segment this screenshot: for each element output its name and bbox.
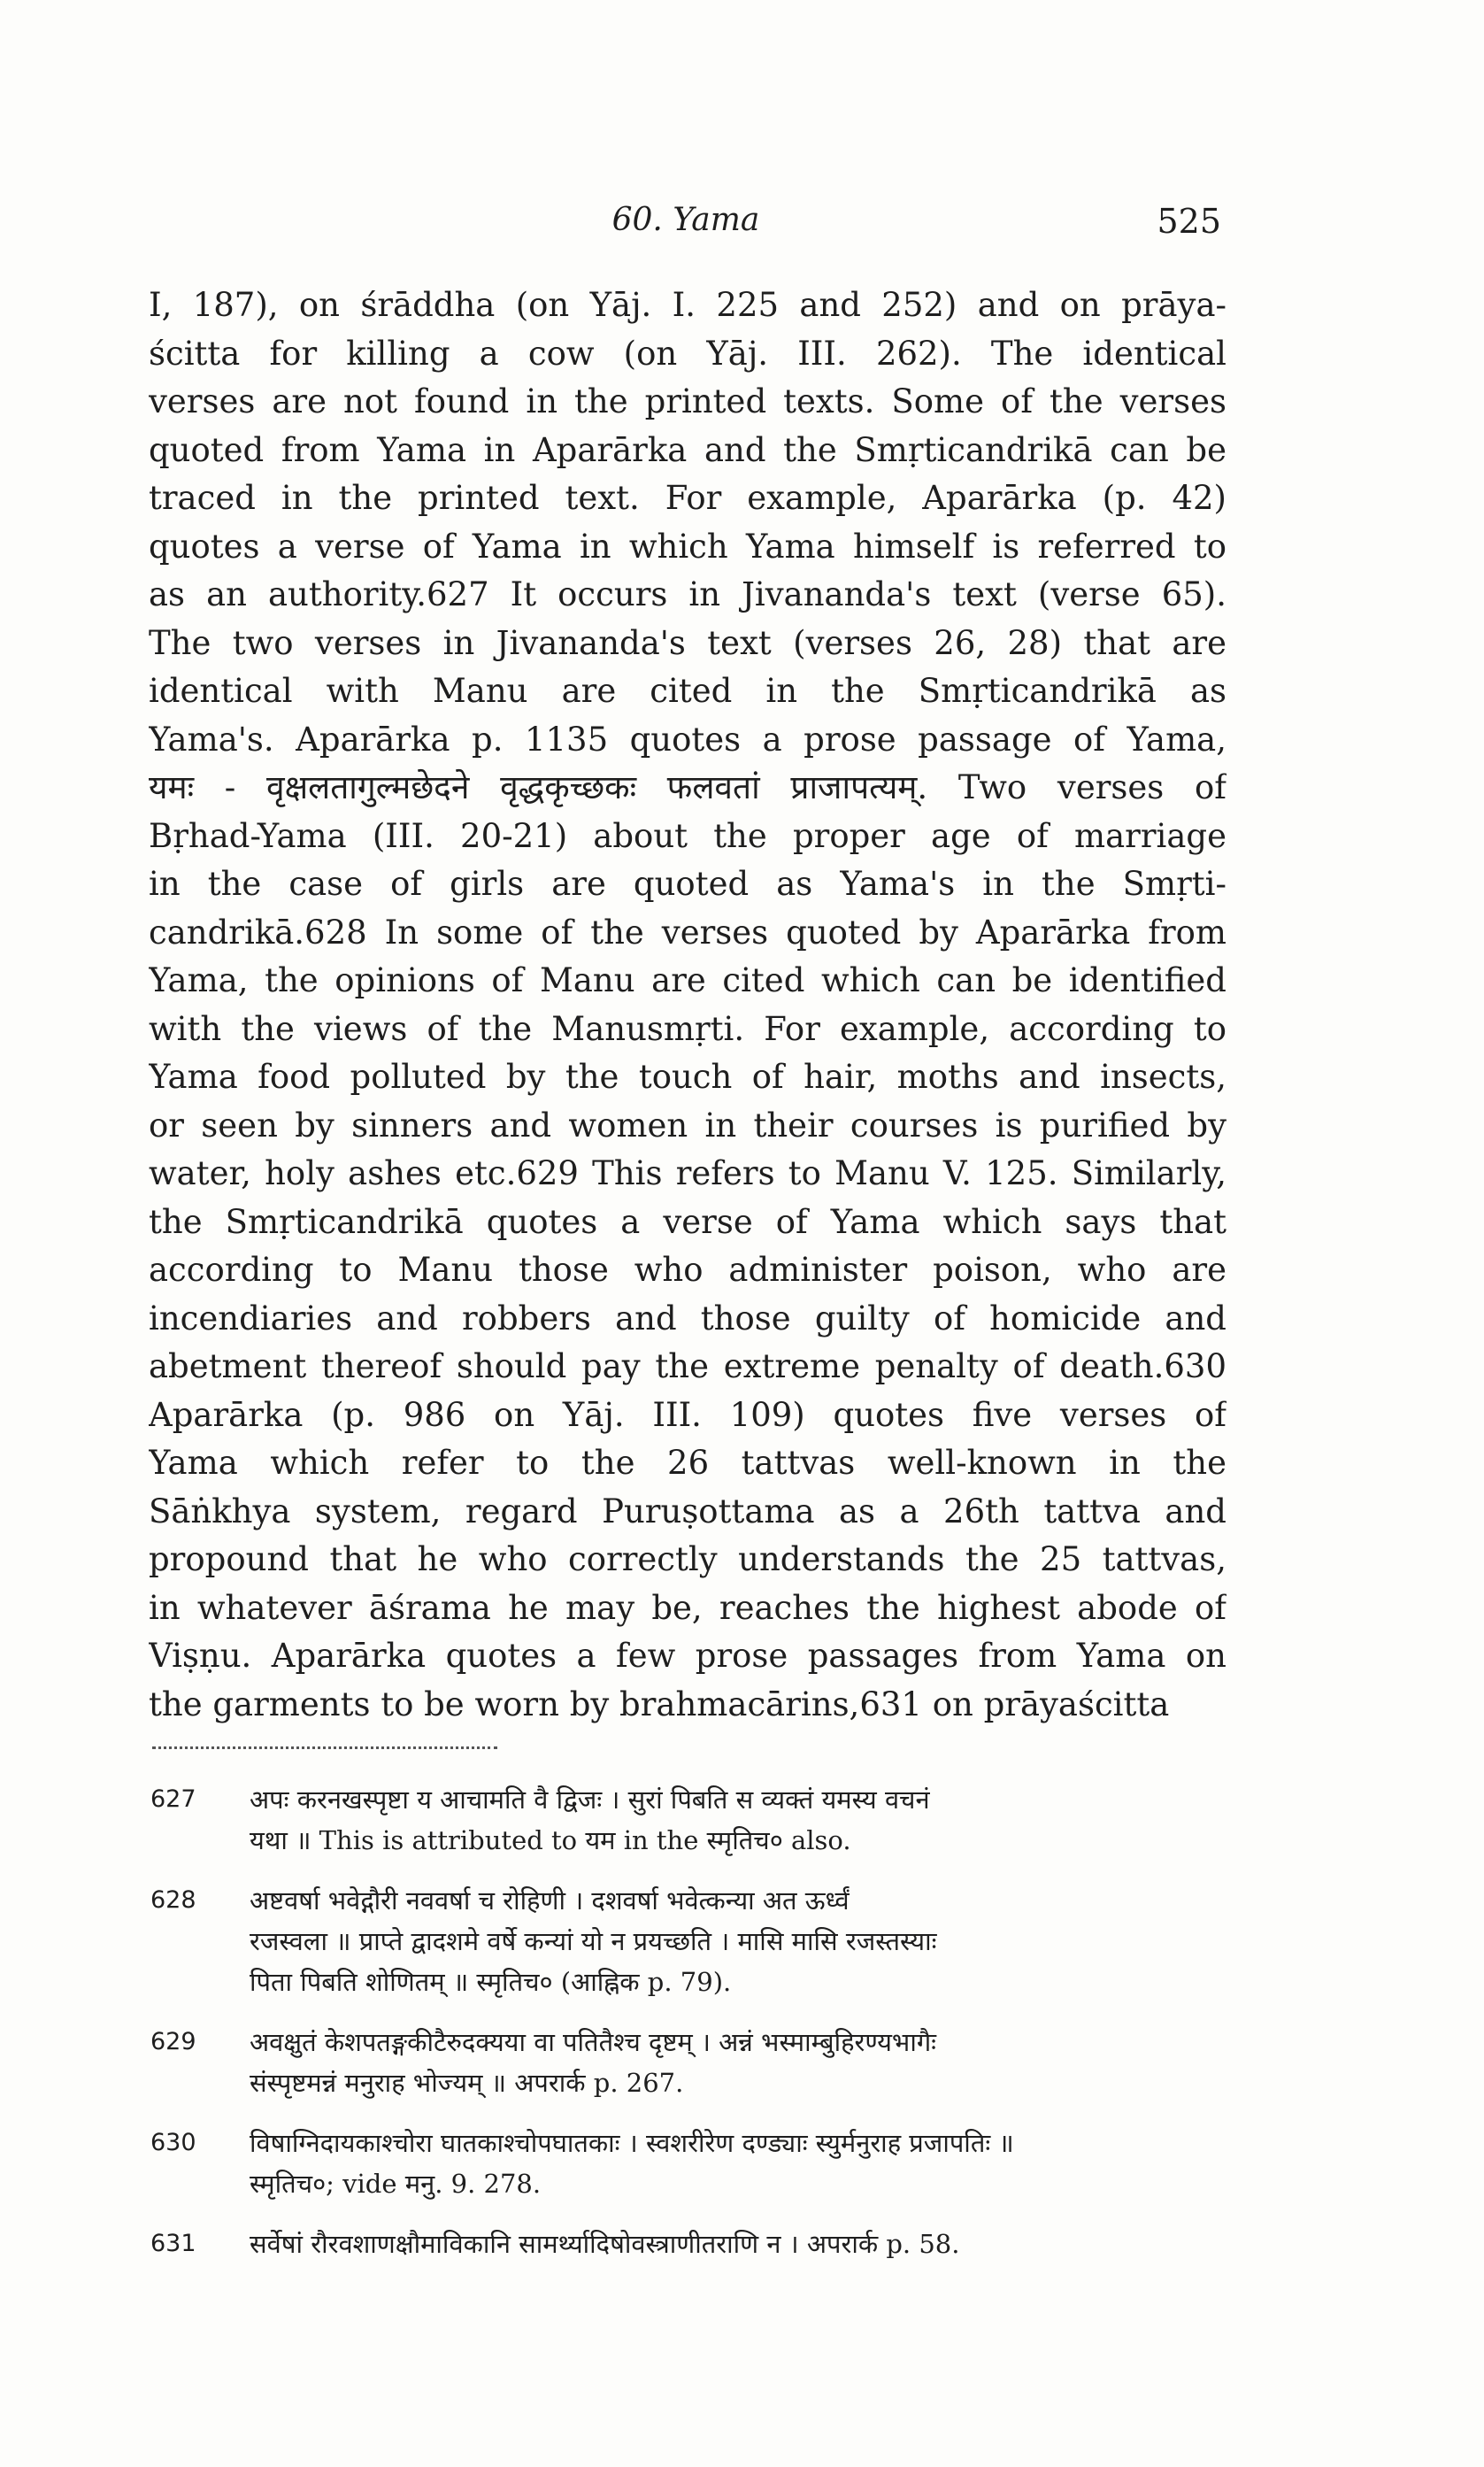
text-line: Yama which refer to the 26 tattvas well-known in the [149, 1444, 1226, 1482]
text-line: Sāṅkhya system, regard Puruṣottama as a 26th tattva and [149, 1492, 1226, 1530]
text-line: quotes a verse of Yama in which Yama himself is referred to [149, 527, 1226, 566]
text-line: verses are not found in the printed texts. Some of the verses [149, 382, 1226, 420]
text-line: abetment thereof should pay the extreme penalty of death.630 [149, 1347, 1226, 1385]
footnotes [150, 1779, 1230, 2284]
footnote-line: अपः करनखस्पृष्टा य आचामति वै द्विजः । सुरां पिबति स व्यक्तं यमस्य वचनं [250, 1785, 930, 1815]
footnote-line: अवक्षुतं केशपतङ्गकीटैरुदक्यया वा पतितैश्च दृष्टम् । अन्नं भस्माम्बुहिरण्यभागैः [250, 2027, 937, 2057]
text-line: Viṣṇu. Aparārka quotes a few prose passages from Yama on [149, 1637, 1226, 1675]
footnote [150, 2022, 1230, 2103]
text-line: the Smṛticandrikā quotes a verse of Yama which says that [149, 1202, 1226, 1241]
footnote-line: यथा ॥ This is attributed to यम in the स्मृतिच० also. [250, 1825, 851, 1855]
footnote-separator [152, 1746, 497, 1749]
text-line: I, 187), on śrāddha (on Yāj. I. 225 and 252) and on prāya- [149, 286, 1226, 324]
footnote-line: अष्टवर्षा भवेद्गौरी नववर्षा च रोहिणी । दशवर्षा भवेत्कन्या अत ऊर्ध्वं [250, 1885, 850, 1916]
footnote-line: संस्पृष्टमन्नं मनुराह भोज्यम् ॥ अपरार्क p. 267. [250, 2068, 684, 2098]
footnote-number: 630 [150, 2129, 196, 2156]
text-line: ścitta for killing a cow (on Yāj. III. 262). The identical [149, 334, 1226, 373]
footnote [150, 2123, 1230, 2204]
text-line: traced in the printed text. For example, Aparārka (p. 42) [149, 479, 1226, 517]
text-line: Aparārka (p. 986 on Yāj. III. 109) quotes five verses of [149, 1395, 1226, 1434]
footnote-line: पिता पिबति शोणितम् ॥ स्मृतिच० (आह्निक p. 79). [250, 1967, 732, 1997]
footnote [150, 1880, 1230, 2002]
chapter-title: 60. Yama [611, 202, 760, 238]
footnote [150, 2224, 1230, 2264]
text-line: according to Manu those who administer poison, who are [149, 1251, 1226, 1289]
footnote-line: सर्वेषां रौरवशाणक्षौमाविकानि सामर्थ्यादिषोवस्त्राणीतराणि न । अपरार्क p. 58. [250, 2229, 960, 2259]
text-line: quoted from Yama in Aparārka and the Smṛticandrikā can be [149, 430, 1226, 469]
text-line: Bṛhad-Yama (III. 20-21) about the proper age of marriage [149, 816, 1226, 855]
text-line: The two verses in Jivananda's text (verses 26, 28) that are [149, 623, 1226, 662]
footnote-number: 628 [150, 1886, 196, 1914]
footnote-line: विषाग्निदायकाश्चोरा घातकाश्चोपघातकाः । स्वशरीरेण दण्ड्याः स्युर्मनुराह प्रजापतिः ॥ [250, 2128, 1014, 2158]
footnote-line: रजस्वला ॥ प्राप्ते द्वादशमे वर्षे कन्यां यो न प्रयच्छति । मासि मासि रजस्तस्याः [250, 1926, 937, 1956]
footnote [150, 1779, 1230, 1861]
footnote-number: 629 [150, 2028, 196, 2055]
text-line: candrikā.628 In some of the verses quoted by Aparārka from [149, 913, 1226, 952]
text-line: Yama, the opinions of Manu are cited which can be identified [149, 961, 1226, 999]
text-line: in the case of girls are quoted as Yama's in the Smṛti- [149, 865, 1226, 903]
text-line: identical with Manu are cited in the Smṛticandrikā as [149, 672, 1226, 710]
page-number: 525 [1157, 202, 1221, 241]
main-text [149, 281, 1226, 1729]
footnote-line: स्मृतिच०; vide मनु. 9. 278. [250, 2169, 542, 2199]
text-line: Yama's. Aparārka p. 1135 quotes a prose passage of Yama, [149, 720, 1226, 759]
text-line: with the views of the Manusmṛti. For example, according to [149, 1009, 1226, 1048]
footnote-number: 631 [150, 2230, 196, 2257]
text-line: incendiaries and robbers and those guilty of homicide and [149, 1299, 1226, 1338]
text-line: Yama food polluted by the touch of hair, moths and insects, [149, 1058, 1226, 1096]
text-line: यमः - वृक्षलतागुल्मछेदने वृद्धकृच्छकः फलवतां प्राजापत्यम्. Two verses of [149, 768, 1226, 806]
text-line: as an authority.627 It occurs in Jivananda's text (verse 65). [149, 575, 1226, 613]
text-line: in whatever āśrama he may be, reaches the highest abode of [149, 1588, 1226, 1627]
text-line: water, holy ashes etc.629 This refers to Manu V. 125. Similarly, [149, 1154, 1226, 1192]
page-header [150, 202, 1221, 255]
text-line: the garments to be worn by brahmacārins,631 on prāyaścitta [149, 1684, 1170, 1723]
footnote-number: 627 [150, 1785, 196, 1813]
text-line: or seen by sinners and women in their courses is purified by [149, 1106, 1226, 1145]
text-line: propound that he who correctly understands the 25 tattvas, [149, 1540, 1226, 1578]
